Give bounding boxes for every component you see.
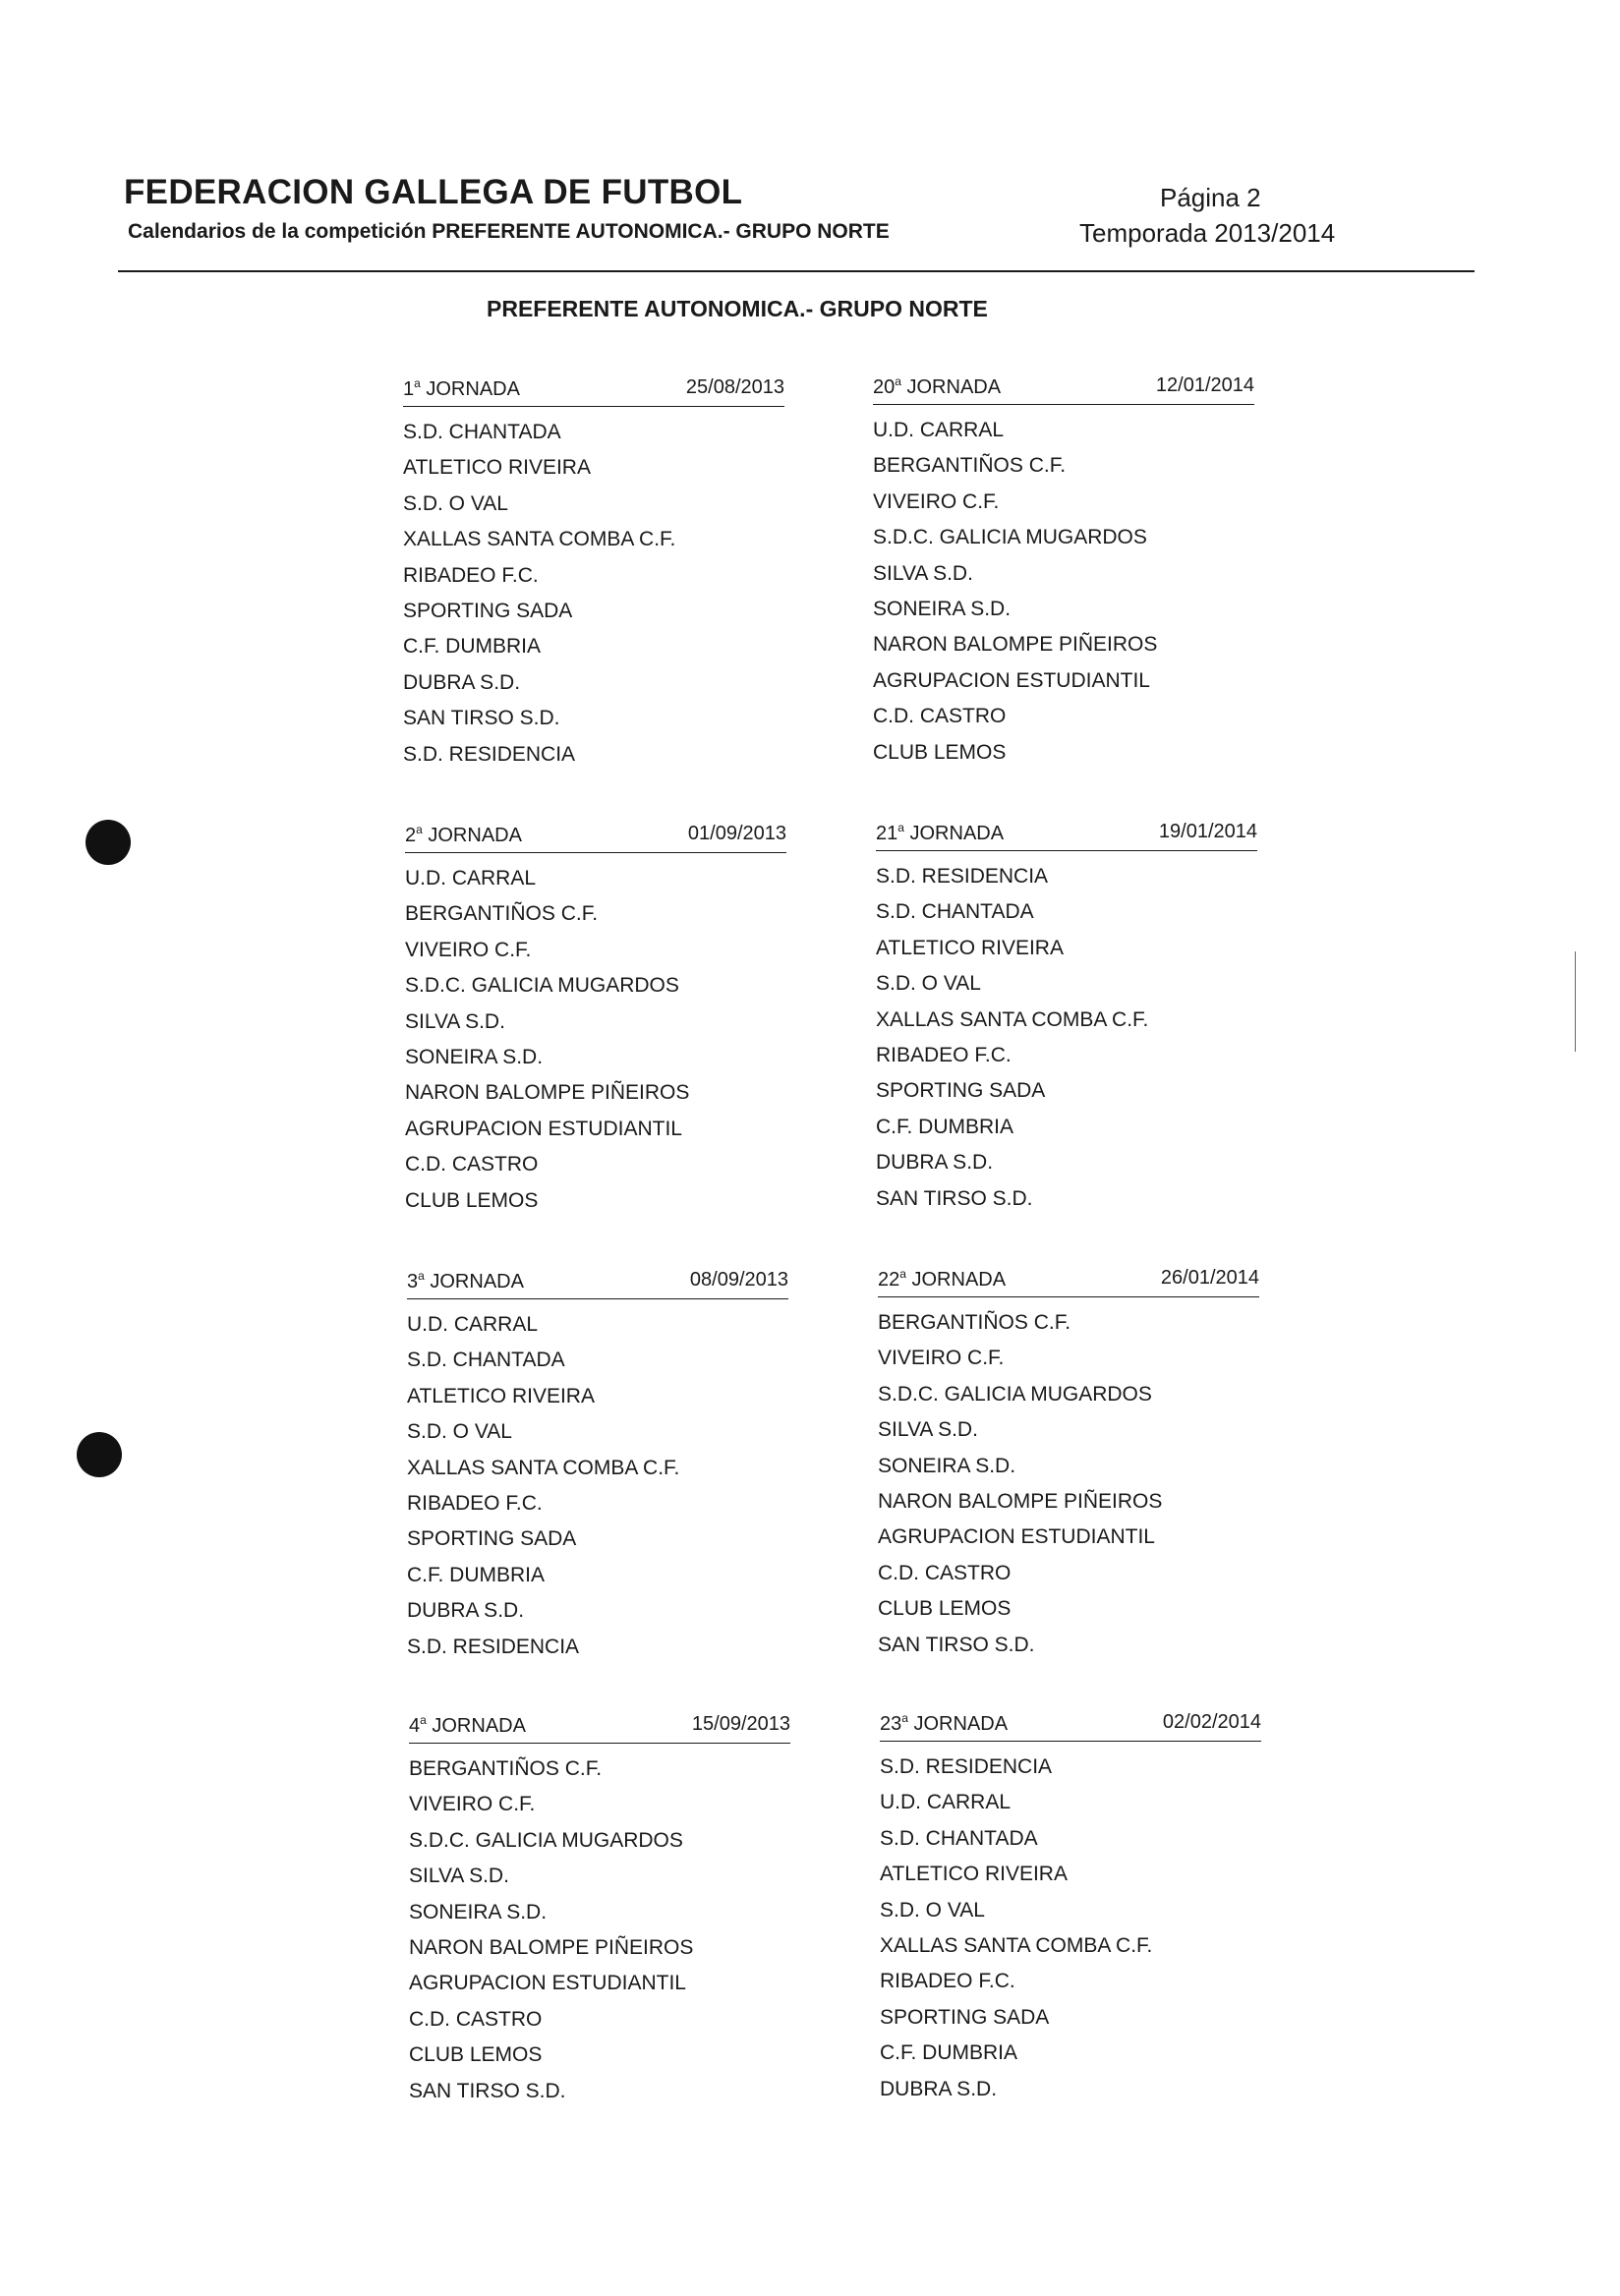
- list-item: S.D. CHANTADA: [407, 1349, 565, 1372]
- list-item: CLUB LEMOS: [873, 740, 1007, 764]
- list-item: SAN TIRSO S.D.: [876, 1186, 1033, 1210]
- list-item: DUBRA S.D.: [403, 670, 521, 694]
- jornada-number: 1$^a$ JORNADA: [403, 376, 520, 400]
- list-item: U.D. CARRAL: [880, 1791, 1012, 1814]
- list-item: SILVA S.D.: [873, 561, 973, 585]
- list-item: SONEIRA S.D.: [409, 1900, 548, 1923]
- list-item: S.D.C. GALICIA MUGARDOS: [878, 1382, 1152, 1406]
- list-item: SPORTING SADA: [876, 1079, 1046, 1103]
- list-item: BERGANTIÑOS C.F.: [878, 1311, 1071, 1334]
- list-item: NARON BALOMPE PIÑEIROS: [409, 1935, 694, 1959]
- list-item: RIBADEO F.C.: [876, 1043, 1012, 1066]
- list-item: S.D.C. GALICIA MUGARDOS: [409, 1828, 683, 1852]
- list-item: S.D. CHANTADA: [876, 900, 1034, 924]
- team-list: [409, 1744, 790, 2109]
- list-item: CLUB LEMOS: [405, 1188, 539, 1212]
- jornada-date: 15/09/2013: [691, 1713, 790, 1735]
- jornada-date: 26/01/2014: [1160, 1267, 1259, 1289]
- list-item: SAN TIRSO S.D.: [403, 707, 560, 730]
- section-title: PREFERENTE AUTONOMICA.- GRUPO NORTE: [487, 296, 988, 321]
- jornada-number: 21$^a$ JORNADA: [876, 821, 1005, 844]
- list-item: SILVA S.D.: [878, 1418, 978, 1442]
- list-item: SONEIRA S.D.: [878, 1454, 1016, 1477]
- jornada-block-4: [409, 1709, 790, 2109]
- list-item: U.D. CARRAL: [405, 867, 537, 890]
- list-item: S.D.C. GALICIA MUGARDOS: [405, 974, 679, 998]
- list-item: AGRUPACION ESTUDIANTIL: [405, 1117, 682, 1140]
- jornada-block-1: [403, 373, 784, 773]
- list-item: S.D. RESIDENCIA: [403, 742, 576, 766]
- list-item: S.D. RESIDENCIA: [880, 1755, 1053, 1778]
- jornada-date: 08/09/2013: [689, 1269, 788, 1291]
- list-item: DUBRA S.D.: [407, 1599, 525, 1623]
- list-item: RIBADEO F.C.: [880, 1970, 1015, 1993]
- list-item: ATLETICO RIVEIRA: [876, 936, 1064, 959]
- list-item: S.D. RESIDENCIA: [407, 1635, 580, 1658]
- org-name: FEDERACION GALLEGA DE FUTBOL: [124, 173, 743, 211]
- list-item: S.D. O VAL: [407, 1420, 512, 1444]
- jornada-number: 3$^a$ JORNADA: [407, 1269, 524, 1292]
- list-item: C.F. DUMBRIA: [880, 2041, 1018, 2065]
- list-item: DUBRA S.D.: [876, 1151, 994, 1175]
- jornada-header: [405, 819, 786, 853]
- list-item: S.D. RESIDENCIA: [876, 865, 1049, 888]
- jornada-header: [878, 1263, 1259, 1297]
- punch-hole: [77, 1432, 122, 1477]
- jornada-number: 22$^a$ JORNADA: [878, 1267, 1007, 1291]
- jornada-header: [409, 1709, 790, 1744]
- jornada-date: 19/01/2014: [1158, 821, 1257, 842]
- list-item: XALLAS SANTA COMBA C.F.: [876, 1007, 1149, 1031]
- list-item: BERGANTIÑOS C.F.: [409, 1757, 603, 1780]
- jornada-block-2: [405, 819, 786, 1219]
- jornada-header: [876, 817, 1257, 851]
- list-item: SPORTING SADA: [403, 599, 573, 622]
- team-list: [876, 851, 1257, 1217]
- list-item: RIBADEO F.C.: [407, 1491, 543, 1515]
- competition-subtitle: Calendarios de la competición PREFERENTE AUTONOMICA.- GRUPO NORTE: [128, 220, 890, 243]
- jornada-header: [403, 373, 784, 407]
- list-item: U.D. CARRAL: [873, 419, 1005, 441]
- header-divider: [118, 270, 1475, 272]
- team-list: [405, 853, 786, 1219]
- jornada-block-20: [873, 371, 1254, 771]
- punch-hole: [86, 820, 131, 865]
- jornada-date: 25/08/2013: [685, 376, 784, 398]
- list-item: BERGANTIÑOS C.F.: [405, 902, 599, 926]
- list-item: XALLAS SANTA COMBA C.F.: [407, 1456, 680, 1479]
- list-item: VIVEIRO C.F.: [873, 489, 1000, 513]
- list-item: S.D. O VAL: [876, 972, 981, 996]
- list-item: VIVEIRO C.F.: [409, 1793, 536, 1816]
- list-item: S.D. CHANTADA: [403, 421, 561, 443]
- list-item: SONEIRA S.D.: [873, 597, 1012, 620]
- list-item: SONEIRA S.D.: [405, 1045, 544, 1068]
- jornada-number: 4$^a$ JORNADA: [409, 1713, 526, 1737]
- jornada-block-22: [878, 1263, 1259, 1663]
- list-item: CLUB LEMOS: [409, 2043, 543, 2067]
- team-list: [878, 1297, 1259, 1663]
- list-item: SPORTING SADA: [880, 2005, 1050, 2029]
- list-item: DUBRA S.D.: [880, 2077, 998, 2100]
- jornada-header: [880, 1707, 1261, 1742]
- jornada-header: [407, 1265, 788, 1299]
- team-list: [873, 405, 1254, 771]
- list-item: C.D. CASTRO: [878, 1561, 1012, 1584]
- jornada-date: 12/01/2014: [1155, 374, 1254, 396]
- list-item: VIVEIRO C.F.: [878, 1347, 1005, 1370]
- list-item: C.D. CASTRO: [405, 1153, 539, 1177]
- list-item: AGRUPACION ESTUDIANTIL: [409, 1972, 686, 1995]
- list-item: VIVEIRO C.F.: [405, 938, 532, 961]
- list-item: BERGANTIÑOS C.F.: [873, 454, 1067, 478]
- list-item: SAN TIRSO S.D.: [409, 2079, 566, 2102]
- jornada-date: 02/02/2014: [1162, 1711, 1261, 1733]
- list-item: S.D. CHANTADA: [880, 1826, 1038, 1850]
- list-item: SAN TIRSO S.D.: [878, 1633, 1035, 1656]
- list-item: ATLETICO RIVEIRA: [403, 456, 591, 480]
- season-label: Temporada 2013/2014: [1079, 218, 1336, 248]
- list-item: NARON BALOMPE PIÑEIROS: [878, 1489, 1163, 1513]
- list-item: ATLETICO RIVEIRA: [407, 1384, 595, 1407]
- list-item: XALLAS SANTA COMBA C.F.: [880, 1933, 1153, 1957]
- list-item: AGRUPACION ESTUDIANTIL: [878, 1525, 1155, 1549]
- list-item: C.D. CASTRO: [409, 2007, 543, 2031]
- jornada-number: 23$^a$ JORNADA: [880, 1711, 1009, 1735]
- list-item: SILVA S.D.: [409, 1865, 509, 1888]
- team-list: [403, 407, 784, 773]
- list-item: S.D. O VAL: [403, 491, 508, 515]
- list-item: C.F. DUMBRIA: [403, 635, 542, 659]
- list-item: RIBADEO F.C.: [403, 563, 539, 587]
- list-item: NARON BALOMPE PIÑEIROS: [405, 1081, 690, 1105]
- list-item: XALLAS SANTA COMBA C.F.: [403, 528, 676, 551]
- list-item: SILVA S.D.: [405, 1009, 505, 1033]
- page-number: Página 2: [1160, 183, 1261, 212]
- scan-mark: [1575, 951, 1576, 1052]
- list-item: C.F. DUMBRIA: [876, 1115, 1014, 1138]
- team-list: [880, 1742, 1261, 2107]
- jornada-header: [873, 371, 1254, 405]
- list-item: ATLETICO RIVEIRA: [880, 1863, 1068, 1886]
- list-item: U.D. CARRAL: [407, 1313, 539, 1336]
- jornada-block-3: [407, 1265, 788, 1665]
- jornada-block-23: [880, 1707, 1261, 2107]
- jornada-date: 01/09/2013: [687, 823, 786, 844]
- list-item: C.D. CASTRO: [873, 705, 1007, 728]
- jornada-number: 20$^a$ JORNADA: [873, 374, 1002, 398]
- team-list: [407, 1299, 788, 1665]
- list-item: CLUB LEMOS: [878, 1597, 1012, 1621]
- list-item: C.F. DUMBRIA: [407, 1563, 546, 1586]
- list-item: NARON BALOMPE PIÑEIROS: [873, 633, 1158, 657]
- list-item: S.D. O VAL: [880, 1898, 985, 1922]
- list-item: S.D.C. GALICIA MUGARDOS: [873, 526, 1147, 549]
- jornada-block-21: [876, 817, 1257, 1217]
- list-item: SPORTING SADA: [407, 1527, 577, 1551]
- jornada-number: 2$^a$ JORNADA: [405, 823, 522, 846]
- list-item: AGRUPACION ESTUDIANTIL: [873, 668, 1150, 692]
